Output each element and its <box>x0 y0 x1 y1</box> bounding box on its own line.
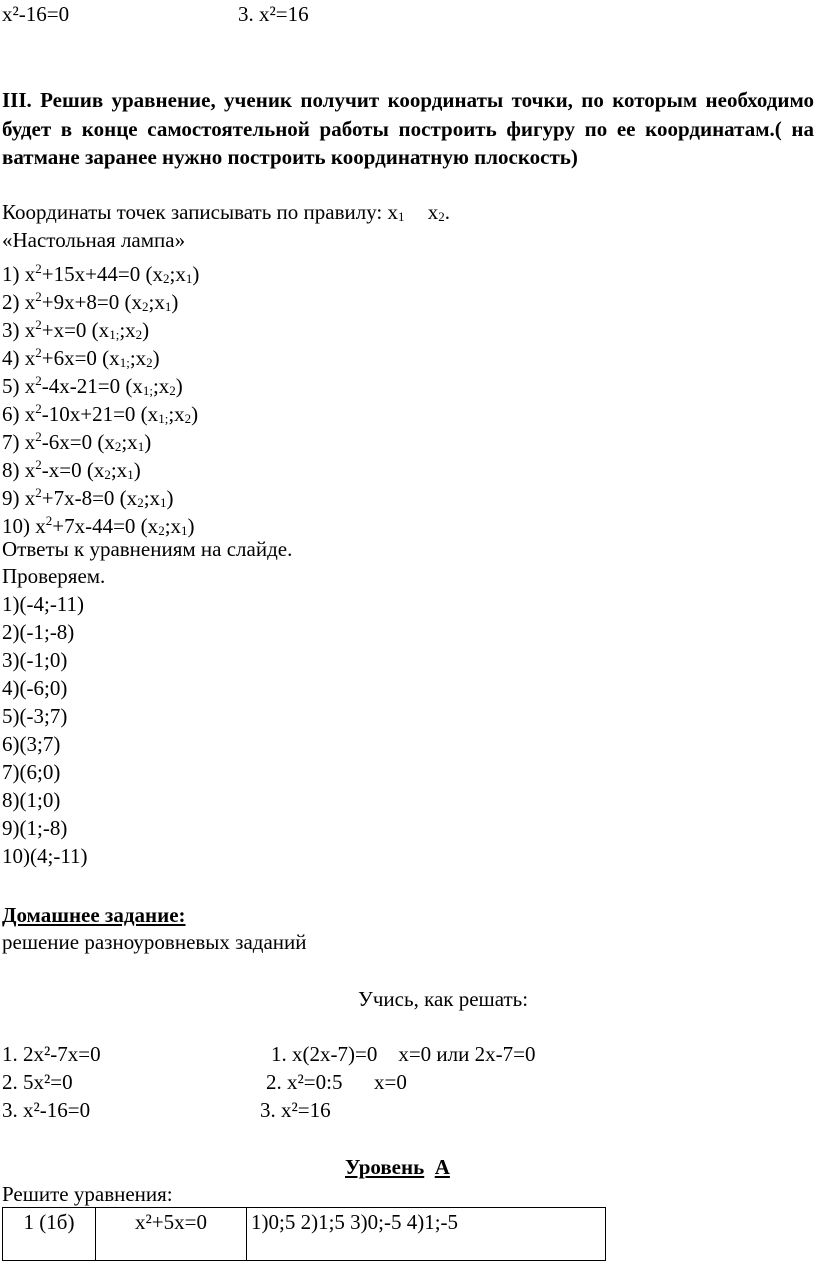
points-cell: 1 (1б) <box>3 1208 96 1261</box>
homework-label: Домашнее задание: <box>2 903 186 927</box>
equation-cell: x²+5x=0 <box>96 1208 247 1261</box>
equation-item: 3) $x^2+x=0$ $(x_{1;};x_2)$ <box>2 317 150 342</box>
equation-item: 1) $x^2+15x+44=0$ $(x_2;x_1)$ <box>2 261 200 286</box>
learn-title: Учись, как решать: <box>358 987 529 1011</box>
table-row <box>3 1208 606 1261</box>
learn-row-left: 2. 5x²=0 <box>2 1070 73 1094</box>
equation-item: 7) $x^2-6x=0$ $(x_2;x_1)$ <box>2 429 152 454</box>
level-letter: А <box>434 1155 450 1179</box>
learn-row-right: 1. x(2x-7)=0 x=0 или 2x-7=0 <box>271 1042 536 1066</box>
level-word: Уровень <box>345 1155 425 1179</box>
equation-item: 6) $x^2-10x+21=0$ $(x_{1;};x_2)$ <box>2 401 199 426</box>
equation-item: 5) $x^2-4x-21=0$ $(x_{1;};x_2)$ <box>2 373 183 398</box>
answer-item: 3)(-1;0) <box>2 648 68 672</box>
coordinate-rule: Координаты точек записывать по правилу: $x_1$ $x_2$. <box>2 200 451 224</box>
learn-row-right: 3. x²=16 <box>260 1098 331 1122</box>
answers-note: Ответы к уравнениям на слайде. <box>2 537 293 561</box>
task-heading: III. Решив уравнение, ученик получит координаты точки, по которым необходимо будет в конце самостоятельной работы построить фигуру по ее координатам.( на ватмане заранее нужно построить координатную плоскость) <box>2 88 814 169</box>
solve-label: Решите уравнения: <box>2 1182 173 1206</box>
answer-item: 4)(-6;0) <box>2 676 68 700</box>
top-equation-right: 3. x²=16 <box>238 2 309 26</box>
answer-item: 5)(-3;7) <box>2 704 68 728</box>
learn-row-left: 3. x²-16=0 <box>2 1098 91 1122</box>
equation-item: 8) $x^2-x=0$ $(x_2;x_1)$ <box>2 457 141 482</box>
top-equation-left: x²-16=0 <box>2 2 70 26</box>
figure-title: «Настольная лампа» <box>2 228 186 252</box>
equation-item: 10) $x^2+7x-44=0$ $(x_2;x_1)$ <box>2 513 195 538</box>
answer-item: 9)(1;-8) <box>2 816 68 840</box>
answer-item: 2)(-1;-8) <box>2 620 75 644</box>
homework-text: решение разноуровневых заданий <box>2 930 307 954</box>
learn-row-right: 2. x²=0:5 x=0 <box>266 1070 407 1094</box>
equation-item: 9) $x^2+7x-8=0$ $(x_2;x_1)$ <box>2 485 174 510</box>
task-table <box>2 1207 606 1261</box>
options-cell: 1)0;5 2)1;5 3)0;-5 4)1;-5 <box>247 1208 606 1261</box>
answer-item: 1)(-4;-11) <box>2 592 85 616</box>
check-label: Проверяем. <box>2 564 106 588</box>
answer-item: 6)(3;7) <box>2 732 61 756</box>
answer-item: 8)(1;0) <box>2 788 61 812</box>
learn-row-left: 1. 2x²-7x=0 <box>2 1042 101 1066</box>
answer-item: 10)(4;-11) <box>2 844 88 868</box>
equation-item: 2) $x^2+9x+8=0$ $(x_2;x_1)$ <box>2 289 179 314</box>
level-heading <box>345 1154 450 1181</box>
equation-item: 4) $x^2+6x=0$ $(x_{1;};x_2)$ <box>2 345 160 370</box>
answer-item: 7)(6;0) <box>2 760 61 784</box>
